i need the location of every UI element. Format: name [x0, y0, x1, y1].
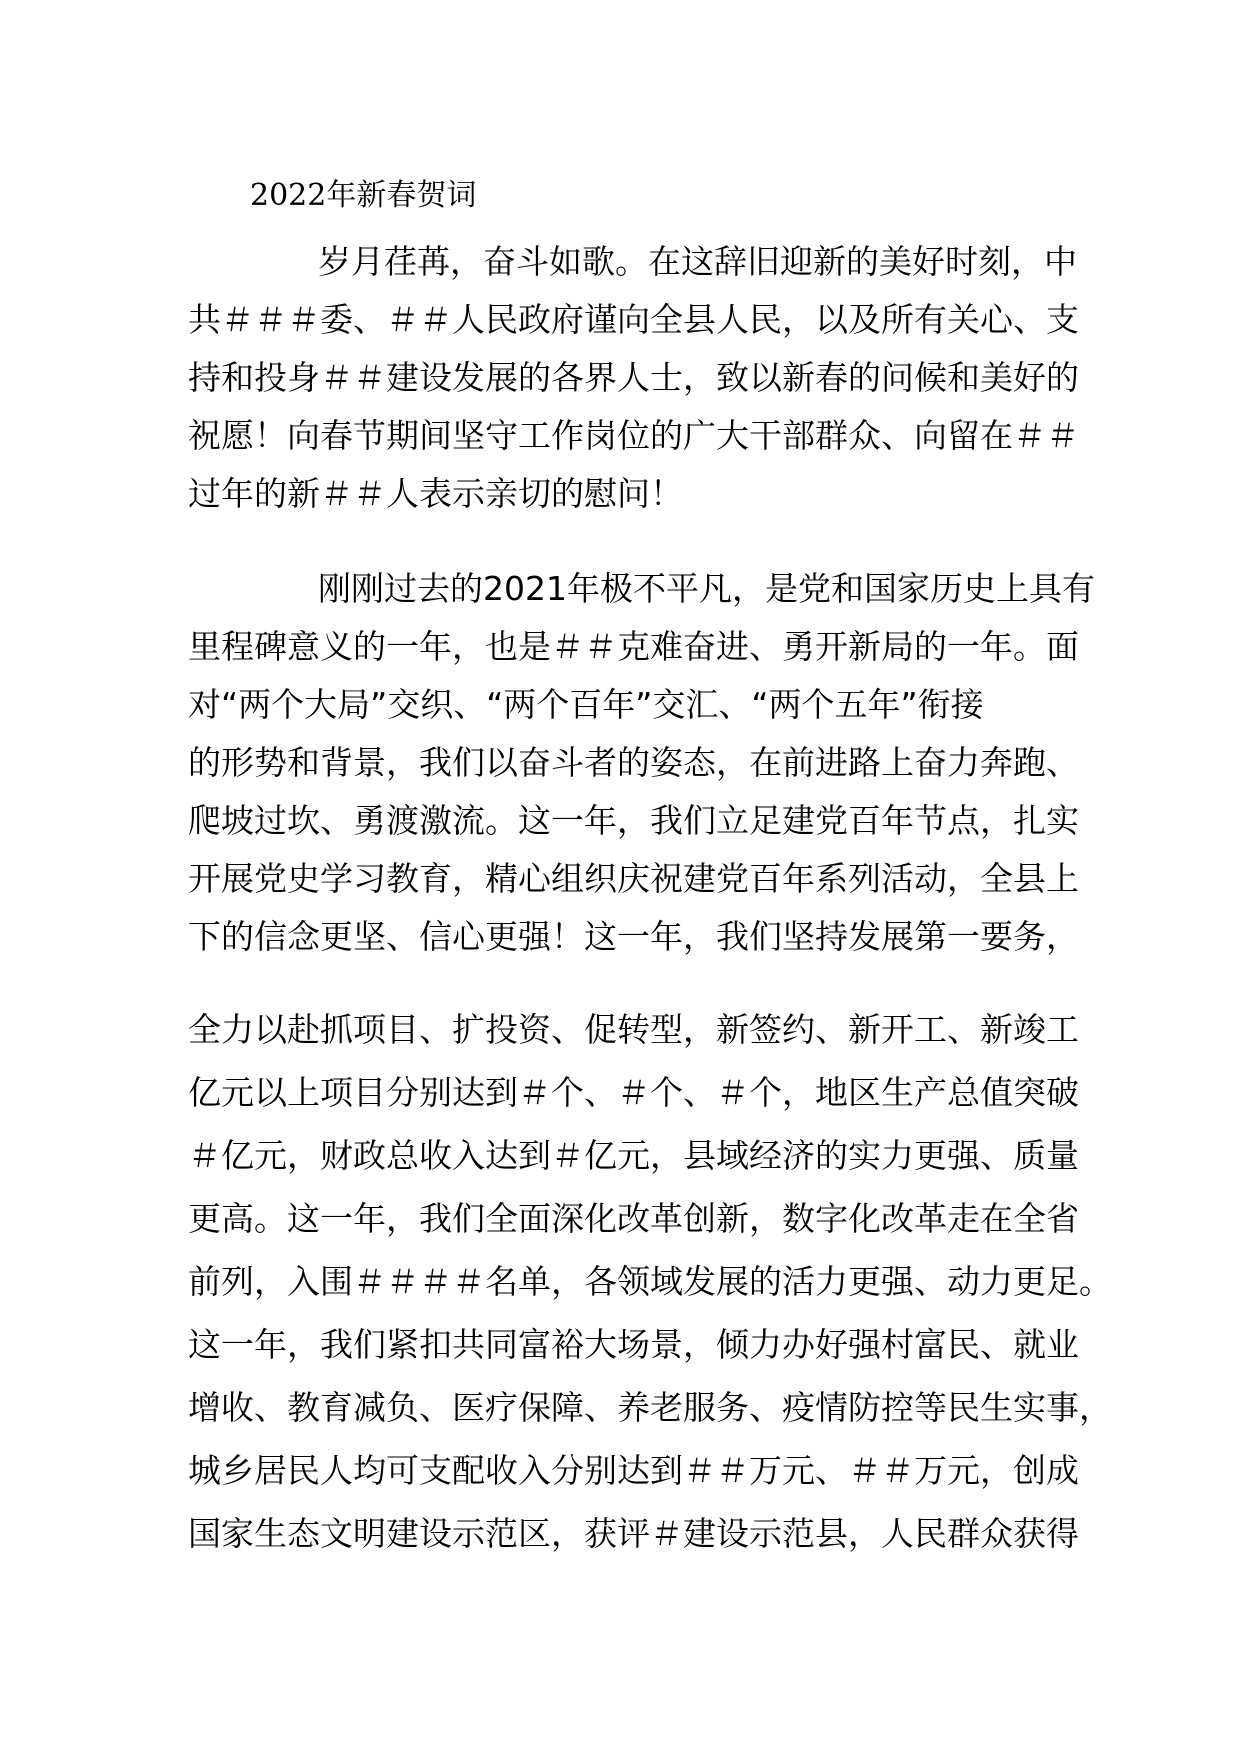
body-line: 共＃＃＃委、＃＃人民政府谨向全县人民，以及所有关心、支	[188, 300, 1079, 339]
body-line: 刚刚过去的2021年极不平凡，是党和国家历史上具有	[318, 569, 1095, 608]
document-title: 2022年新春贺词	[250, 178, 477, 213]
body-line: 持和投身＃＃建设发展的各界人士，致以新春的问候和美好的	[188, 358, 1079, 397]
body-line: 岁月荏苒，奋斗如歌。在这辞旧迎新的美好时刻，中	[318, 242, 1077, 281]
body-line: 这一年，我们紧扣共同富裕大场景，倾力办好强村富民、就业	[188, 1325, 1079, 1364]
body-line: 祝愿！向春节期间坚守工作岗位的广大干部群众、向留在＃＃	[188, 416, 1079, 455]
body-line: ＃亿元，财政总收入达到＃亿元，县域经济的实力更强、质量	[188, 1136, 1079, 1175]
body-line: 里程碑意义的一年，也是＃＃克难奋进、勇开新局的一年。面	[188, 627, 1079, 666]
body-line: 国家生态文明建设示范区，获评＃建设示范县，人民群众获得	[188, 1514, 1079, 1553]
body-line: 过年的新＃＃人表示亲切的慰问！	[188, 474, 683, 513]
body-line: 爬坡过坎、勇渡激流。这一年，我们立足建党百年节点，扎实	[188, 801, 1079, 840]
body-line: 前列，入围＃＃＃＃名单，各领域发展的活力更强、动力更足。	[188, 1262, 1112, 1301]
body-line: 亿元以上项目分别达到＃个、＃个、＃个，地区生产总值突破	[188, 1073, 1079, 1112]
body-line: 更高。这一年，我们全面深化改革创新，数字化改革走在全省	[188, 1199, 1079, 1238]
body-line: 的形势和背景，我们以奋斗者的姿态，在前进路上奋力奔跑、	[188, 743, 1079, 782]
body-line: 下的信念更坚、信心更强！这一年，我们坚持发展第一要务，	[188, 917, 1079, 956]
body-line: 城乡居民人均可支配收入分别达到＃＃万元、＃＃万元，创成	[188, 1451, 1079, 1490]
body-line: 增收、教育减负、医疗保障、养老服务、疫情防控等民生实事，	[188, 1388, 1112, 1427]
body-line: 全力以赴抓项目、扩投资、促转型，新签约、新开工、新竣工	[188, 1010, 1079, 1049]
body-line: 开展党史学习教育，精心组织庆祝建党百年系列活动，全县上	[188, 859, 1079, 898]
body-line: 对“两个大局”交织、“两个百年”交汇、“两个五年”衔接	[188, 685, 984, 724]
